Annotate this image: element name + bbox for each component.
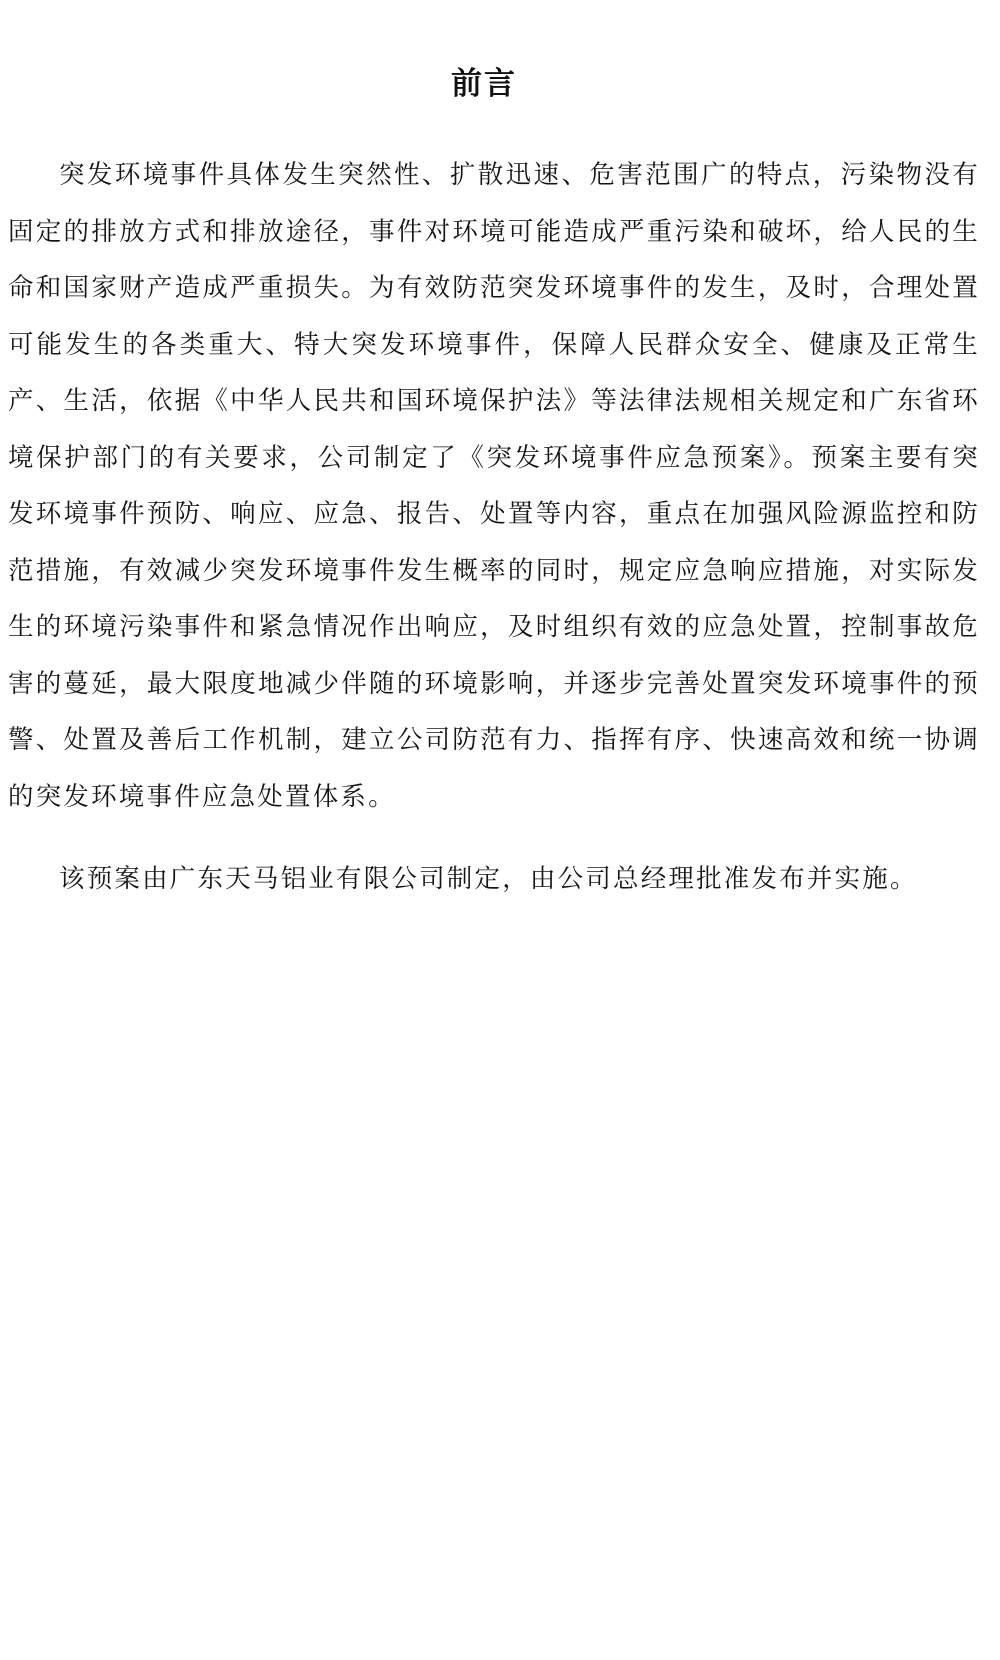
preface-paragraph-2: 该预案由广东天马铝业有限公司制定，由公司总经理批准发布并实施。 <box>59 864 918 894</box>
document-title: 前言 <box>451 66 517 102</box>
document-body <box>8 147 980 908</box>
preface-paragraph-1: 突发环境事件具体发生突然性、扩散迅速、危害范围广的特点，污染物没有固定的排放方式和排放途径，事件对环境可能造成严重污染和破坏，给人民的生命和国家财产造成严重损失。为有效防范突发环境事件的发生，及时，合理处置可能发生的各类重大、特大突发环境事件，保障人民群众安全、健康及正常生产、生活，依据《中华人民共和国环境保护法》等法律法规相关规定和广东省环境保护部门的有关要求，公司制定了《突发环境事件应急预案》。预案主要有突发环境事件预防、响应、应急、报告、处置等内容，重点在加强风险源监控和防范措施，有效减少突发环境事件发生概率的同时，规定应急响应措施，对实际发生的环境污染事件和紧急情况作出响应，及时组织有效的应急处置，控制事故危害的蔓延，最大限度地减少伴随的环境影响，并逐步完善处置突发环境事件的预警、处置及善后工作机制，建立公司防范有力、指挥有序、快速高效和统一协调的突发环境事件应急处置体系。 <box>8 160 980 812</box>
